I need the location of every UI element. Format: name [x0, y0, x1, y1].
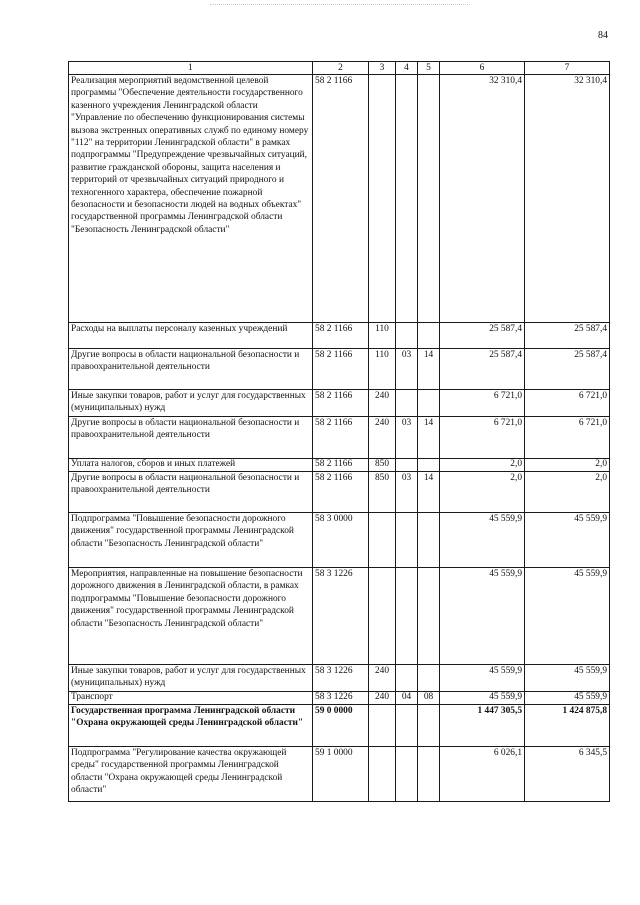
row-rz: 03 — [396, 349, 418, 390]
row-code: 58 2 1166 — [313, 75, 369, 323]
row-code: 58 2 1166 — [313, 349, 369, 390]
row-code: 59 1 0000 — [313, 747, 369, 802]
row-name: Иные закупки товаров, работ и услуг для государственных (муниципальных) нужд — [69, 390, 313, 417]
table-row — [69, 390, 610, 417]
row-code: 58 2 1166 — [313, 472, 369, 513]
row-vr — [369, 747, 396, 802]
row-rz: 03 — [396, 472, 418, 513]
row-code: 58 2 1166 — [313, 417, 369, 459]
row-name: Иные закупки товаров, работ и услуг для государственных (муниципальных) нужд — [69, 665, 313, 692]
row-pr — [418, 705, 440, 747]
row-name: Транспорт — [69, 692, 313, 705]
row-value-2017: 6 721,0 — [525, 417, 610, 459]
row-value-2016: 6 026,1 — [440, 747, 525, 802]
row-pr: 14 — [418, 472, 440, 513]
row-value-2016: 6 721,0 — [440, 390, 525, 417]
row-pr — [418, 665, 440, 692]
table-row — [69, 705, 610, 747]
row-value-2017: 6 721,0 — [525, 390, 610, 417]
row-vr: 110 — [369, 323, 396, 349]
row-vr — [369, 705, 396, 747]
row-vr: 850 — [369, 472, 396, 513]
row-rz: 03 — [396, 417, 418, 459]
row-code: 58 3 1226 — [313, 568, 369, 665]
row-rz — [396, 665, 418, 692]
row-name: Другие вопросы в области национальной безопасности и правоохранительной деятельности — [69, 349, 313, 390]
row-value-2017: 45 559,9 — [525, 568, 610, 665]
table-row — [69, 665, 610, 692]
row-pr — [418, 513, 440, 568]
row-name: Другие вопросы в области национальной безопасности и правоохранительной деятельности — [69, 417, 313, 459]
row-pr — [418, 75, 440, 323]
row-vr: 240 — [369, 390, 396, 417]
row-value-2016: 2,0 — [440, 459, 525, 472]
row-vr: 240 — [369, 692, 396, 705]
column-header: 7 — [525, 62, 610, 75]
row-vr — [369, 513, 396, 568]
row-rz — [396, 747, 418, 802]
row-value-2016: 1 447 305,5 — [440, 705, 525, 747]
table-row — [69, 568, 610, 665]
row-code: 59 0 0000 — [313, 705, 369, 747]
row-value-2017: 45 559,9 — [525, 692, 610, 705]
row-rz — [396, 323, 418, 349]
table-row — [69, 472, 610, 513]
column-header: 1 — [69, 62, 313, 75]
row-value-2016: 45 559,9 — [440, 692, 525, 705]
row-rz — [396, 459, 418, 472]
row-value-2016: 45 559,9 — [440, 568, 525, 665]
row-value-2017: 2,0 — [525, 472, 610, 513]
row-code: 58 2 1166 — [313, 323, 369, 349]
table-row — [69, 692, 610, 705]
row-rz — [396, 513, 418, 568]
row-pr — [418, 390, 440, 417]
row-pr: 14 — [418, 417, 440, 459]
row-value-2017: 32 310,4 — [525, 75, 610, 323]
row-code: 58 2 1166 — [313, 459, 369, 472]
table-row — [69, 75, 610, 323]
row-value-2016: 45 559,9 — [440, 665, 525, 692]
scan-artifact — [210, 4, 470, 8]
table-row — [69, 459, 610, 472]
table-row — [69, 513, 610, 568]
row-vr: 240 — [369, 417, 396, 459]
row-value-2016: 25 587,4 — [440, 349, 525, 390]
row-value-2017: 25 587,4 — [525, 323, 610, 349]
row-name: Мероприятия, направленные на повышение безопасности дорожного движения в Ленинградской области, в рамках подпрограммы "Повышение безопасности дорожного движения" государственной программы Ленинградской области "Безопасность Ленинградской области" — [69, 568, 313, 665]
row-name: Расходы на выплаты персоналу казенных учреждений — [69, 323, 313, 349]
row-vr: 240 — [369, 665, 396, 692]
row-rz — [396, 390, 418, 417]
row-pr: 08 — [418, 692, 440, 705]
row-value-2017: 45 559,9 — [525, 513, 610, 568]
row-value-2016: 32 310,4 — [440, 75, 525, 323]
table-header-row — [69, 62, 610, 75]
column-header: 4 — [396, 62, 418, 75]
row-pr — [418, 747, 440, 802]
table-row — [69, 747, 610, 802]
row-rz — [396, 568, 418, 665]
table-row — [69, 323, 610, 349]
column-header: 6 — [440, 62, 525, 75]
row-rz — [396, 705, 418, 747]
row-vr: 110 — [369, 349, 396, 390]
row-name: Государственная программа Ленинградской области "Охрана окружающей среды Ленинградской области" — [69, 705, 313, 747]
row-code: 58 2 1166 — [313, 390, 369, 417]
column-header: 2 — [313, 62, 369, 75]
row-pr — [418, 459, 440, 472]
column-header: 5 — [418, 62, 440, 75]
row-name: Другие вопросы в области национальной безопасности и правоохранительной деятельности — [69, 472, 313, 513]
page-number: 84 — [598, 30, 608, 41]
table-row — [69, 417, 610, 459]
row-value-2017: 6 345,5 — [525, 747, 610, 802]
row-value-2017: 45 559,9 — [525, 665, 610, 692]
row-vr: 850 — [369, 459, 396, 472]
row-name: Подпрограмма "Повышение безопасности дорожного движения" государственной программы Ленинградской области "Безопасность Ленинградской области" — [69, 513, 313, 568]
column-header: 3 — [369, 62, 396, 75]
row-pr — [418, 323, 440, 349]
budget-table — [68, 61, 610, 802]
row-rz — [396, 75, 418, 323]
row-code: 58 3 1226 — [313, 665, 369, 692]
row-code: 58 3 0000 — [313, 513, 369, 568]
row-name: Подпрограмма "Регулирование качества окружающей среды" государственной программы Ленинградской области "Охрана окружающей среды Ленинградской области" — [69, 747, 313, 802]
row-value-2016: 45 559,9 — [440, 513, 525, 568]
row-value-2016: 6 721,0 — [440, 417, 525, 459]
row-value-2017: 2,0 — [525, 459, 610, 472]
row-rz: 04 — [396, 692, 418, 705]
row-value-2016: 2,0 — [440, 472, 525, 513]
row-vr — [369, 568, 396, 665]
row-value-2017: 25 587,4 — [525, 349, 610, 390]
row-pr — [418, 568, 440, 665]
row-value-2016: 25 587,4 — [440, 323, 525, 349]
row-pr: 14 — [418, 349, 440, 390]
table-row — [69, 349, 610, 390]
row-value-2017: 1 424 875,8 — [525, 705, 610, 747]
row-code: 58 3 1226 — [313, 692, 369, 705]
row-name: Уплата налогов, сборов и иных платежей — [69, 459, 313, 472]
row-name: Реализация мероприятий ведомственной целевой программы "Обеспечение деятельности государственного казенного учреждения Ленинградской области "Управление по обеспечению функционирования системы вызова экстренных оперативных служб по единому номеру "112" на территории Ленинградской области" в рамках подпрограммы "Предупреждение чрезвычайных ситуаций, развитие гражданской обороны, защита населения и территорий от чрезвычайных ситуаций природного и техногенного характера, обеспечение пожарной безопасности и безопасности людей на водных объектах" государственной программы Ленинградской области "Безопасность Ленинградской области" — [69, 75, 313, 323]
row-vr — [369, 75, 396, 323]
